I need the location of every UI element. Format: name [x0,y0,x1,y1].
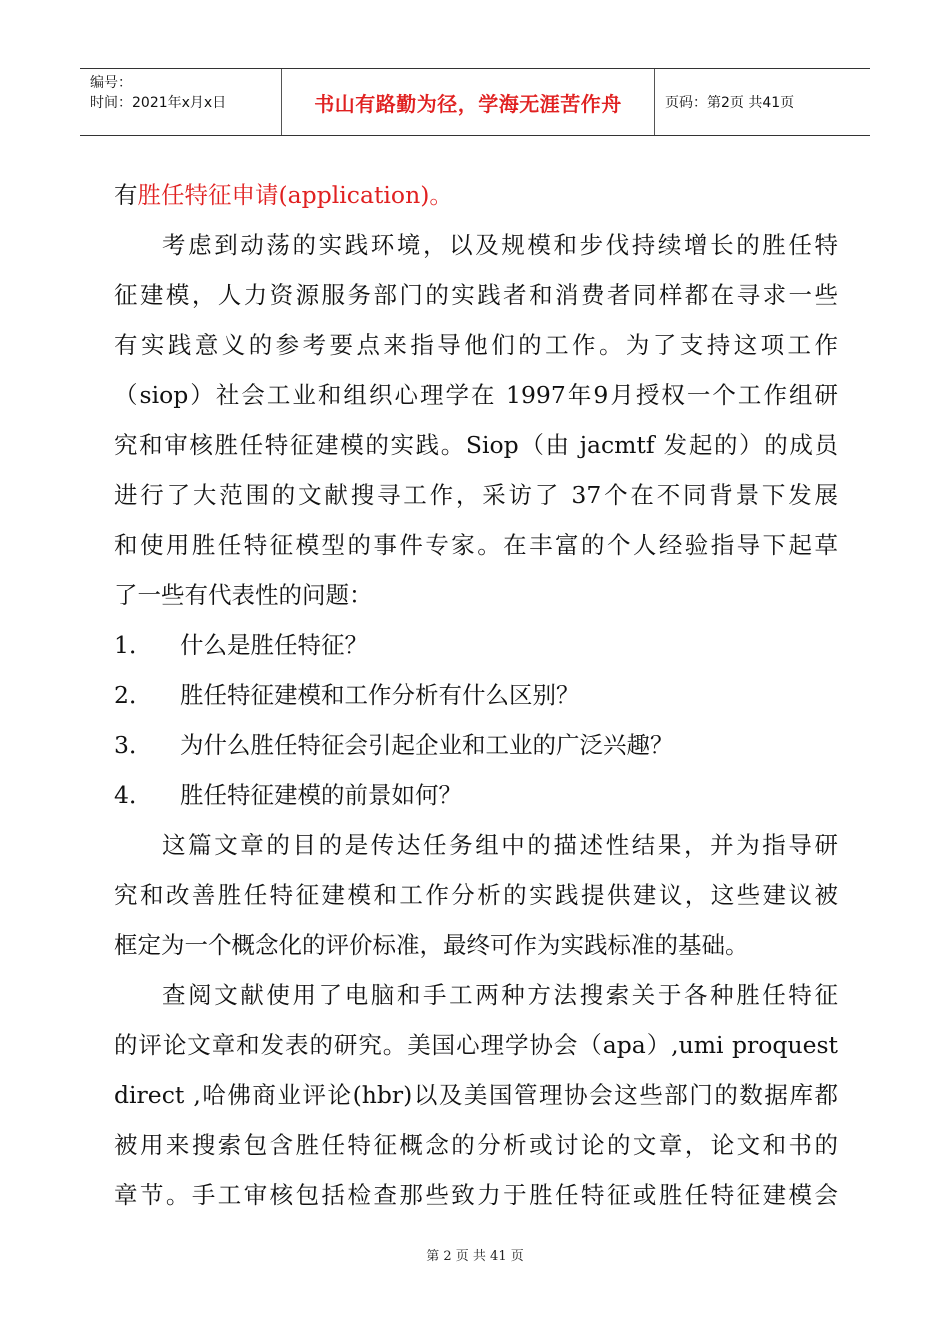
header-motto-cell [282,69,655,135]
paragraph-line: 的评论文章和发表的研究。美国心理学协会（apa）,umi proquest [114,1031,838,1059]
paragraph-line: 查阅文献使用了电脑和手工两种方法搜索关于各种胜任特征 [162,981,838,1009]
document-date: 时间：2021年x月x日 [90,95,227,111]
list-number: 2． [114,681,153,709]
header-motto: 书山有路勤为径，学海无涯苦作舟 [314,91,622,116]
page-header [80,68,870,136]
paragraph-1 [114,220,838,620]
header-meta [80,69,282,135]
list-number: 4． [114,781,153,809]
paragraph-line: 考虑到动荡的实践环境，以及规模和步伐持续增长的胜任特 [162,231,838,259]
list-text: 什么是胜任特征？ [180,631,368,659]
document-body [114,170,838,1220]
highlighted-term: 胜任特征申请 [137,181,279,209]
paragraph-line: 被用来搜索包含胜任特征概念的分析或讨论的文章，论文和书的 [114,1131,838,1159]
paragraph-2 [114,820,838,970]
list-text: 胜任特征建模和工作分析有什么区别？ [180,681,580,709]
document-number-label: 编号： [90,75,132,91]
paragraph-line: direct ,哈佛商业评论(hbr)以及美国管理协会这些部门的数据库都 [114,1081,838,1109]
paragraph-line: 了一些有代表性的问题： [114,581,373,609]
list-text: 胜任特征建模的前景如何？ [180,781,462,809]
list-item [114,620,838,670]
list-number: 1． [114,631,153,659]
paragraph-line: 有实践意义的参考要点来指导他们的工作。为了支持这项工作 [114,331,838,359]
paragraph-line: 究和审核胜任特征建模的实践。Siop（由 jacmtf 发起的）的成员 [114,431,838,459]
page-footer: 第 2 页 共 41 页 [426,1249,524,1264]
paragraph-line: 和使用胜任特征模型的事件专家。在丰富的个人经验指导下起草 [114,531,838,559]
header-page-info: 页码：第2页 共41页 [665,95,795,111]
paragraph-line: 究和改善胜任特征建模和工作分析的实践提供建议，这些建议被 [114,881,838,909]
list-number: 3． [114,731,153,759]
paragraph-3 [114,970,838,1220]
paragraph-line: 章节。手工审核包括检查那些致力于胜任特征或胜任特征建模会 [114,1181,838,1209]
paragraph-line: （siop）社会工业和组织心理学在 1997年9月授权一个工作组研 [114,381,838,409]
list-item [114,770,838,820]
paragraph-line: 征建模，人力资源服务部门的实践者和消费者同样都在寻求一些 [114,281,838,309]
paragraph-line: 进行了大范围的文献搜寻工作，采访了 37个在不同背景下发展 [114,481,838,509]
list-item [114,670,838,720]
question-list [114,620,838,820]
list-text: 为什么胜任特征会引起企业和工业的广泛兴趣？ [180,731,674,759]
header-page-info-cell [655,69,870,135]
first-line: 有胜任特征申请(application)。 [114,181,453,209]
paragraph-line: 这篇文章的目的是传达任务组中的描述性结果，并为指导研 [162,831,838,859]
list-item [114,720,838,770]
paragraph-line: 框定为一个概念化的评价标准，最终可作为实践标准的基础。 [114,931,749,959]
